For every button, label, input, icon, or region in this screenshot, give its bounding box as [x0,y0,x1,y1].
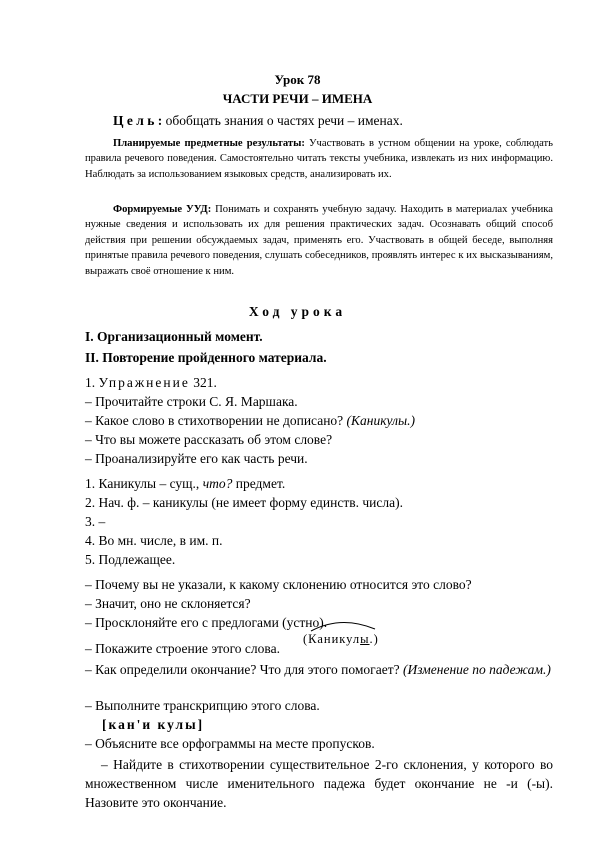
word-stem: Каникул [308,632,361,646]
word-structure [303,632,379,647]
goal-label: Ц е л ь : [113,113,163,128]
exercise-label: Упражнение [98,375,190,390]
question-4: – Покажите строение этого слова. [85,641,280,656]
analysis-1: 1. Каникулы – сущ., что? предмет. [85,476,286,491]
line-3: – Что вы можете рассказать об этом слове? [85,432,333,447]
section-organizational: I. Организационный момент. [85,329,263,344]
question-5: – Как определили окончание? Что для этого помогает? (Изменение по падежам.) [85,662,551,677]
line-4: – Проанализируйте его как часть речи. [85,451,308,466]
analysis-4: 4. Во мн. числе, в им. п. [85,533,223,548]
question-5-answer: (Изменение по падежам.) [402,662,551,677]
question-8: – Найдите в стихотворении существительное 2-го склонения, у которого во множественном числе именительного падежа будет окончание не -и (-ы). Назовите это окончание. [85,757,553,810]
goal-text: обобщать знания о частях речи – именах. [162,113,403,128]
exercise-value: 321. [193,375,217,390]
planned-label: Планируемые предметные результаты: [113,138,305,149]
exercise-line [85,375,217,391]
question-6: – Выполните транскрипцию этого слова. [85,698,320,713]
line-1: – Прочитайте строки С. Я. Маршака. [85,394,298,409]
line-2-answer: (Каникулы.) [346,413,416,428]
uud-label: Формируемые УУД: [113,204,212,215]
planned-results [85,136,553,182]
analysis-1-question: что? [202,476,233,491]
analysis-2: 2. Нач. ф. – каникулы (не имеет форму единств. числа). [85,495,403,510]
question-3: – Просклоняйте его с предлогами (устно). [85,615,328,630]
exercise-number: 1. [85,375,96,390]
question-1: – Почему вы не указали, к какому склонению относится это слово? [85,577,472,592]
course-heading: Ход урока [248,304,347,319]
root-arc-mark [309,617,379,633]
analysis-5: 5. Подлежащее. [85,552,176,567]
line-2: – Какое слово в стихотворении не дописано? (Каникулы.) [85,413,416,428]
word-ending: ы [360,632,370,646]
word-structure-close: .) [369,632,379,646]
transcription: [кан'и кулы] [102,717,205,732]
lesson-title: ЧАСТИ РЕЧИ – ИМЕНА [222,91,373,106]
planned-text: Участвовать в устном общении на уроке, соблюдать правила речевого поведения. Самостоятельно читать тексты учебника, извлекать из них информацию. Наблюдать за использованием языковых средств, анализировать их. [85,138,553,180]
uud [85,202,553,279]
section-review: II. Повторение пройденного материала. [85,350,327,365]
word-structure-open: ( [303,632,309,646]
uud-text: Понимать и сохранять учебную задачу. Находить в материалах учебника нужные сведения и использовать их для решения практических задач. Осознавать общий способ действия при решении обсуждаемых задач, применять его. Участвовать в общей беседе, выполняя принятые правила речевого поведения, слушать собеседников, проявлять интерес к их высказываниям, выражать своё отношение к ним. [85,204,553,277]
analysis-3: 3. – [85,514,106,529]
question-2: – Значит, оно не склоняется? [85,596,251,611]
lesson-goal [113,113,403,129]
question-7: – Объясните все орфограммы на месте пропусков. [85,736,375,751]
lesson-number: Урок 78 [274,72,321,87]
